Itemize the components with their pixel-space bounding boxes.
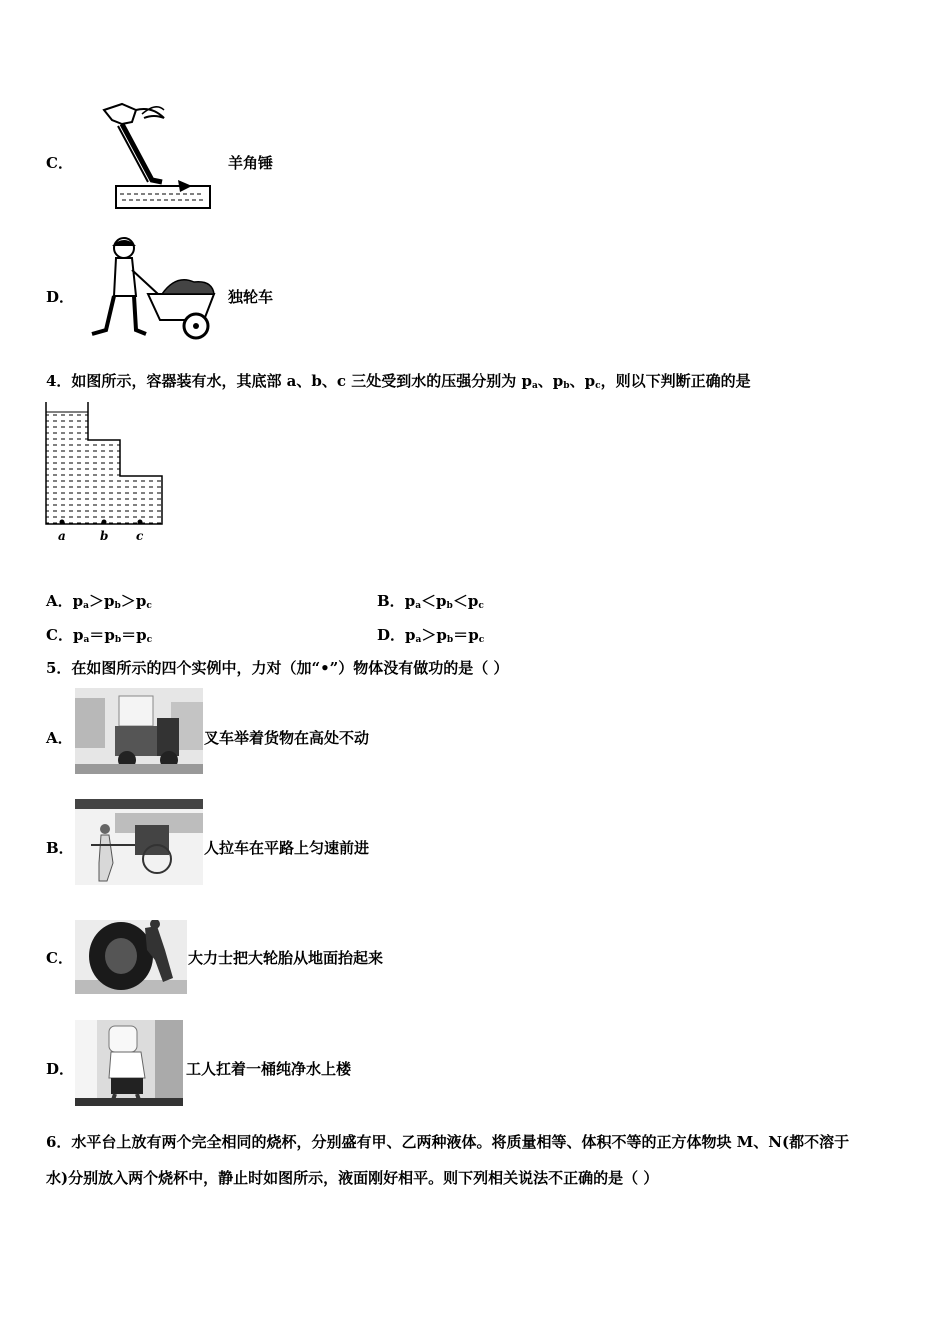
q4-option-d-s3: c bbox=[478, 635, 485, 645]
q4-option-c-letter: C． bbox=[46, 626, 73, 644]
water-carrier-photo bbox=[75, 1020, 183, 1106]
figure-label-b: b bbox=[100, 529, 109, 543]
q4-option-a-p2: p bbox=[104, 592, 115, 610]
q4-option-a-s3: c bbox=[146, 601, 152, 611]
q4-option-a-op1: ＞ bbox=[88, 592, 104, 610]
q4-option-c-op2: ＝ bbox=[121, 626, 137, 644]
q5-option-a-letter: A． bbox=[46, 729, 73, 747]
q4-stem-sub-b: b bbox=[563, 381, 570, 391]
q4-option-c-s3: c bbox=[146, 635, 153, 645]
q4-stem-sub-a: a bbox=[531, 381, 538, 391]
q4-option-b-s1: a bbox=[415, 601, 422, 611]
q4-option-d-letter: D． bbox=[377, 626, 406, 644]
q4-stem bbox=[46, 370, 751, 391]
q6-stem-line2: 水)分别放入两个烧杯中，静止时如图所示，液面刚好相平。则下列相关说法不正确的是（ ） bbox=[46, 1169, 659, 1187]
water-container-svg bbox=[44, 400, 166, 545]
q4-stem-sub-c: c bbox=[595, 381, 601, 391]
q4-option-a-s2: b bbox=[114, 601, 121, 611]
q4-stem-sep1: 、p bbox=[537, 372, 564, 390]
q4-option-c-s2: b bbox=[114, 635, 122, 645]
water-container-figure bbox=[44, 400, 166, 545]
q5-option-d-label: 工人扛着一桶纯净水上楼 bbox=[186, 1060, 352, 1078]
q4-option-b-op1: ＜ bbox=[421, 592, 437, 610]
q4-option-a-p1: p bbox=[72, 592, 84, 610]
q4-option-c-p3: p bbox=[136, 626, 147, 644]
q4-option-a-letter: A． bbox=[46, 592, 73, 610]
q4-option-b-op2: ＜ bbox=[452, 592, 468, 610]
q4-stem-end: ，则以下判断正确的是 bbox=[600, 372, 751, 390]
q3-option-d-label: 独轮车 bbox=[228, 288, 274, 306]
q4-option-d-op2: ＝ bbox=[453, 626, 469, 644]
q5-option-b-letter: B． bbox=[46, 839, 74, 857]
q6-stem-line1: 6．水平台上放有两个完全相同的烧杯，分别盛有甲、乙两种液体。将质量相等、体积不等的正方体物块 M、N(都不溶于 bbox=[46, 1133, 850, 1151]
q4-option-a-s1: a bbox=[83, 601, 89, 611]
q4-option-b-p3: p bbox=[467, 592, 479, 610]
forklift-photo bbox=[75, 688, 203, 774]
q4-option-d-s1: a bbox=[415, 635, 422, 645]
q4-stem-start: 4．如图所示，容器装有水，其底部 a、b、c 三处受到水的压强分别为 p bbox=[46, 372, 532, 390]
q5-option-d-letter: D． bbox=[46, 1060, 75, 1078]
q4-option-b-p1: p bbox=[404, 592, 416, 610]
q5-option-a-label: 叉车举着货物在高处不动 bbox=[204, 729, 370, 747]
q4-option-b-p2: p bbox=[436, 592, 447, 610]
q5-option-c-label: 大力士把大轮胎从地面抬起来 bbox=[188, 949, 384, 967]
q4-option-d-p3: p bbox=[468, 626, 479, 644]
q3-option-d-letter: D． bbox=[46, 288, 75, 306]
q4-option-c-s1: a bbox=[83, 635, 90, 645]
q4-option-d-p2: p bbox=[436, 626, 447, 644]
q4-option-d bbox=[377, 624, 484, 645]
rickshaw-photo bbox=[75, 799, 203, 885]
q4-option-b bbox=[377, 590, 484, 611]
q4-option-b-s2: b bbox=[446, 601, 453, 611]
q3-option-c-label: 羊角锤 bbox=[228, 154, 274, 172]
claw-hammer-illustration bbox=[92, 100, 214, 212]
q3-option-c-letter: C． bbox=[46, 154, 73, 172]
q4-option-d-s2: b bbox=[446, 635, 454, 645]
q4-stem-sep2: 、p bbox=[569, 372, 596, 390]
q4-option-b-letter: B． bbox=[377, 592, 405, 610]
q4-option-a bbox=[46, 590, 152, 611]
figure-label-a: a bbox=[58, 529, 66, 543]
q4-option-c bbox=[46, 624, 152, 645]
q4-option-a-p3: p bbox=[135, 592, 147, 610]
figure-label-c: c bbox=[136, 529, 144, 543]
q4-option-c-p1: p bbox=[72, 626, 84, 644]
q4-option-d-op1: ＞ bbox=[421, 626, 437, 644]
q5-option-c-letter: C． bbox=[46, 949, 73, 967]
q4-option-c-p2: p bbox=[104, 626, 115, 644]
q4-option-c-op1: ＝ bbox=[89, 626, 105, 644]
tire-lift-photo bbox=[75, 920, 187, 994]
q5-stem: 5．在如图所示的四个实例中，力对（加“•”）物体没有做功的是（ ） bbox=[46, 659, 509, 677]
q4-option-d-p1: p bbox=[405, 626, 416, 644]
q4-option-b-s3: c bbox=[478, 601, 484, 611]
wheelbarrow-illustration bbox=[84, 234, 224, 344]
q4-option-a-op2: ＞ bbox=[120, 592, 136, 610]
q5-option-b-label: 人拉车在平路上匀速前进 bbox=[204, 839, 370, 857]
